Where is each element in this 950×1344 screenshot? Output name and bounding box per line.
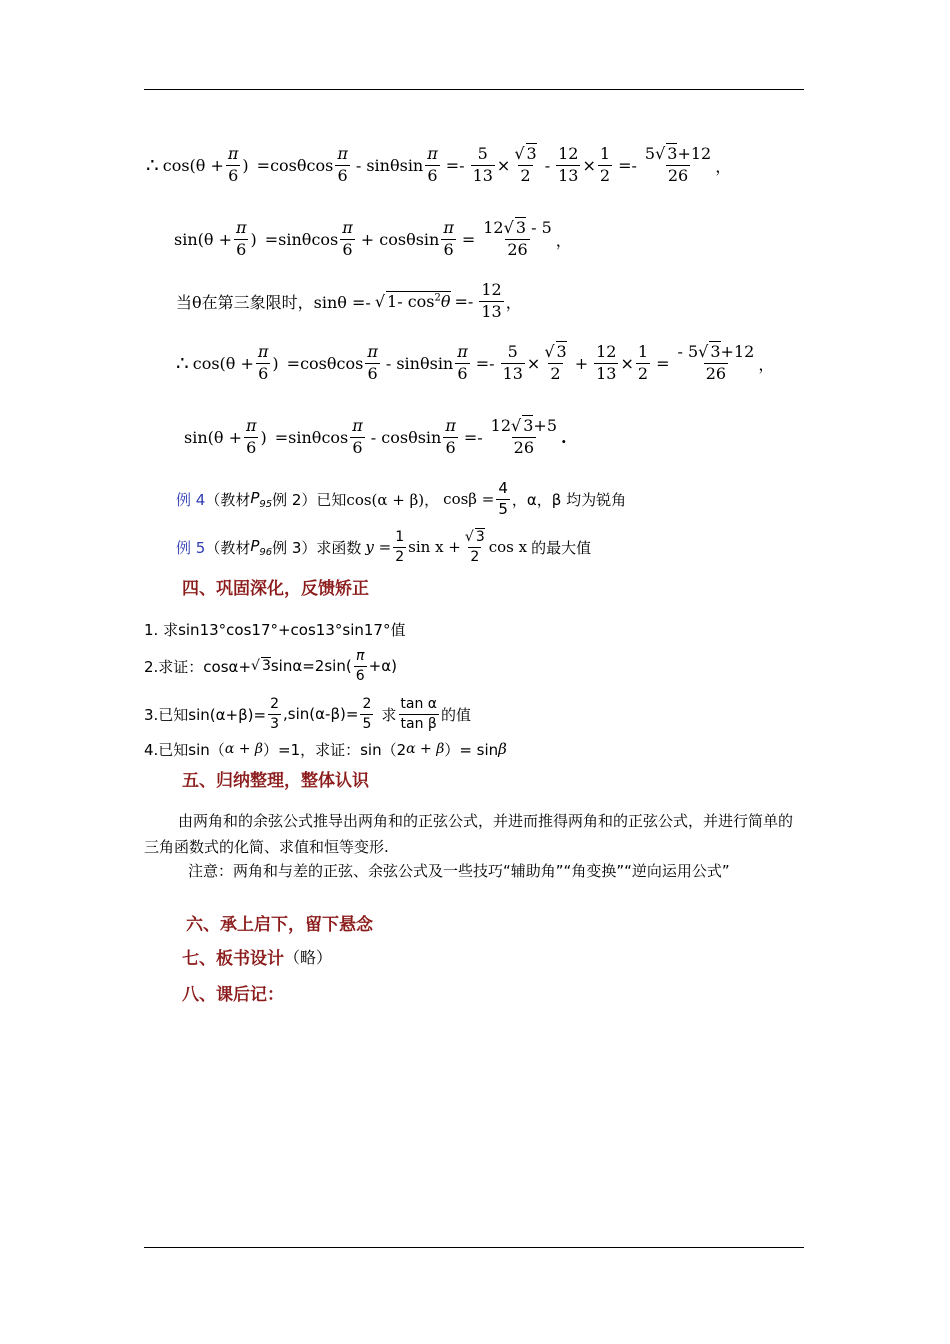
footer-rule xyxy=(144,1247,804,1248)
section-4-heading: 四、巩固深化，反馈矫正 xyxy=(182,578,369,599)
example-4: 例 4 （教材 $P_{95}$ 例 2）已知 cos(α + β)， cosβ = $\frac{4}{5}$ ，α，β 均为锐角 xyxy=(176,479,627,518)
example-4-label: 例 4 xyxy=(176,490,206,509)
equation-5: sin(θ + $\frac{\pi}{6}$ ) =sinθcos $\frac{\pi}{6}$ - cosθsin $\frac{\pi}{6}$ =- $\frac{12√ 3+5}{26}$ . xyxy=(184,416,567,457)
header-rule xyxy=(144,89,804,90)
question-4: 4.已知sin（ α + β ）=1，求证：sin（2 α + β ）= sin β xyxy=(144,740,507,759)
eq1-lhs: cos(θ + xyxy=(162,155,224,175)
equation-3: 当θ在第三象限时，sinθ =- √ 1- $\cos^2\theta$ =- $\frac{12}{13}$ ， xyxy=(176,280,522,321)
section-7-heading: 七、板书设计 （略） xyxy=(182,947,333,969)
question-2: 2.求证：cosα+ √ 3 sinα=2sin( $\frac{\pi}{6}$ +α) xyxy=(144,648,397,684)
equation-2: sin(θ + $\frac{\pi}{6}$ ) =sinθcos $\frac{\pi}{6}$ + cosθsin $\frac{\pi}{6}$ = $\frac{12√ 3 - 5}{26}$ ， xyxy=(174,218,572,259)
therefore-symbol: ∴ xyxy=(146,153,159,177)
note-paragraph: 注意：两角和与差的正弦、余弦公式及一些技巧“辅助角”“角变换”“逆向运用公式” xyxy=(188,862,730,880)
question-3: 3.已知sin(α+β)= $\frac{2}{3}$ ,sin(α-β)= $\frac{2}{5}$ 求 $\frac{\text{tan α}}{\text{tan β}}$ 的值 xyxy=(144,696,472,732)
section-5-heading: 五、归纳整理，整体认识 xyxy=(182,770,369,791)
example-5-label: 例 5 xyxy=(176,538,206,557)
pi-over-6: $\frac{\pi}{6}$ xyxy=(227,144,239,185)
summary-paragraph: 由两角和的余弦公式推导出两角和的正弦公式，并进而推得两角和的正弦公式，并进行简单的三角函数式的化简、求值和恒等变形. xyxy=(144,812,794,856)
equation-1: ∴ cos(θ + $\frac{\pi}{6}$ ) =cosθcos $\frac{\pi}{6}$ - sinθsin $\frac{\pi}{6}$ =- $\frac{5}{13}$ × $\frac{√ 3}{2}$ - $\frac{12}{13}$ × $\frac{1}{2}$ =- $\frac{5√ 3+12}{26}$ ， xyxy=(146,144,732,185)
section-8-heading: 八、课后记： xyxy=(182,984,284,1005)
question-1: 1. 求sin13°cos17°+cos13°sin17°值 xyxy=(144,620,406,639)
example-5: 例 5 （教材 $P_{96}$ 例 3）求函数 y = $\frac{1}{2}$ sin x + $\frac{√ 3}{2}$ cos x 的最大值 xyxy=(176,529,592,565)
section-6-heading: 六、承上启下，留下悬念 xyxy=(186,914,373,935)
equation-4: ∴ cos(θ + $\frac{\pi}{6}$ ) =cosθcos $\frac{\pi}{6}$ - sinθsin $\frac{\pi}{6}$ =- $\frac{5}{13}$ × $\frac{√ 3}{2}$ + $\frac{12}{13}$ × $\frac{1}{2}$ = $\frac{- 5√ 3+12}{26}$ ， xyxy=(176,342,775,383)
